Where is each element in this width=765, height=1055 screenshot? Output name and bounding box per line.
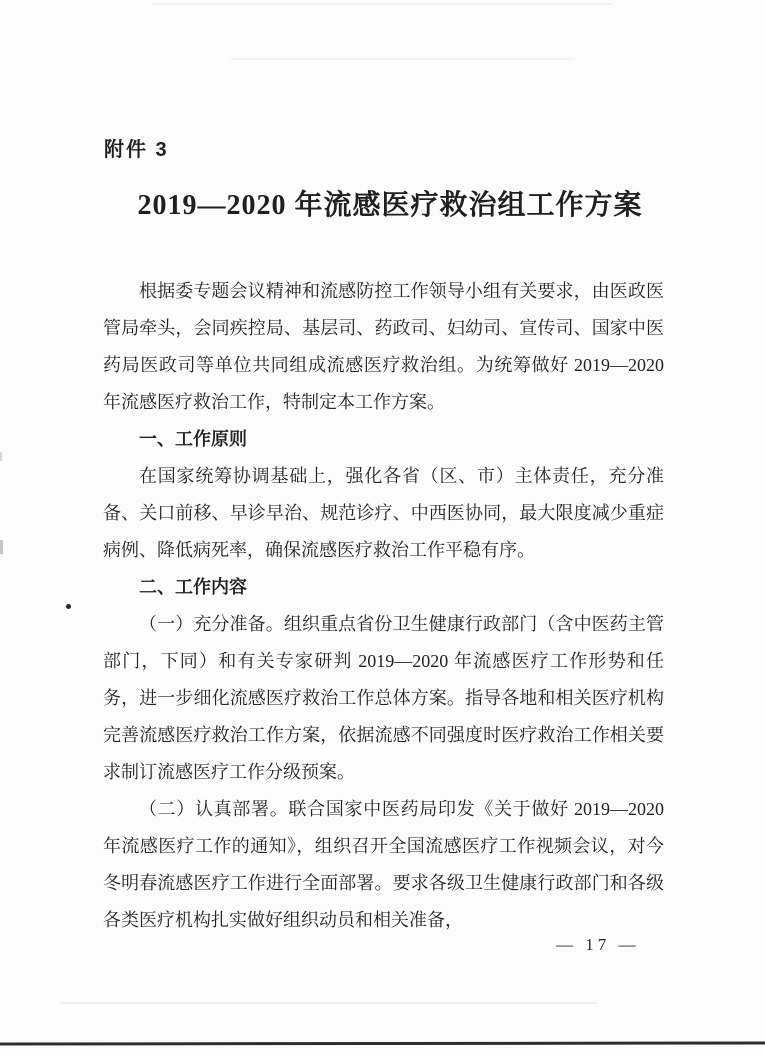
scan-artifact-tick [0, 540, 3, 554]
scan-noise-streak [153, 3, 612, 5]
document-title: 2019—2020 年流感医疗救治组工作方案 [137, 190, 643, 221]
paragraph-work-principles: 在国家统筹协调基础上，强化各省（区、市）主体责任，充分准备、关口前移、早诊早治、规范诊疗、中西医协同，最大限度减少重症病例、降低病死率，确保流感医疗救治工作平稳有序。 [103, 466, 664, 560]
attachment-label: 附件 3 [104, 139, 169, 161]
section-heading-work-content: 二、工作内容 [139, 577, 247, 597]
page-number: — 17 — [556, 935, 640, 954]
document-body [103, 273, 664, 939]
section-heading-work-principles: 一、工作原则 [139, 429, 247, 449]
scan-noise-streak [230, 58, 574, 60]
paragraph-item-2-deployment: （二）认真部署。联合国家中医药局印发《关于做好 2019—2020 年流感医疗工作的通知》，组织召开全国流感医疗工作视频会议，对今冬明春流感医疗工作进行全面部署。要求各级卫生健康行政部门和各级各类医疗机构扎实做好组织动员和相关准备， [103, 799, 664, 930]
scan-edge-line [0, 1041, 765, 1045]
paragraph-intro: 根据委专题会议精神和流感防控工作领导小组有关要求，由医政医管局牵头，会同疾控局、基层司、药政司、妇幼司、宣传司、国家中医药局医政司等单位共同组成流感医疗救治组。为统筹做好 2019—2020 年流感医疗救治工作，特制定本工作方案。 [103, 281, 664, 412]
scan-noise-streak [61, 1002, 597, 1004]
scan-artifact-tick [0, 452, 2, 461]
paragraph-item-1-preparation: （一）充分准备。组织重点省份卫生健康行政部门（含中医药主管部门，下同）和有关专家研判 2019—2020 年流感医疗工作形势和任务，进一步细化流感医疗救治工作总体方案。指导各地和相关医疗机构完善流感医疗救治工作方案，依据流感不同强度时医疗救治工作相关要求制订流感医疗工作分级预案。 [103, 614, 664, 782]
scan-artifact-dot [66, 604, 71, 609]
